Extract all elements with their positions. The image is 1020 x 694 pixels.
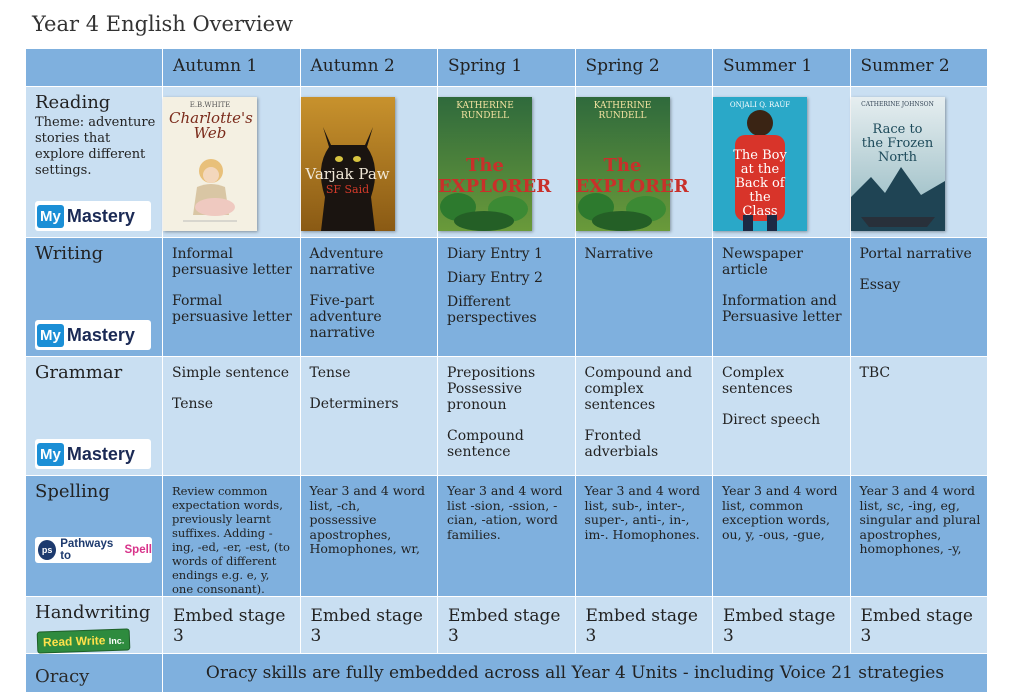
oracy-row	[26, 654, 988, 693]
black-cat-icon	[301, 97, 395, 231]
term-header: Summer 1	[713, 49, 851, 87]
spelling-cell: Year 3 and 4 word list, -ch, possessive apostrophes, Homophones, wr,	[300, 476, 438, 597]
term-header: Spring 2	[575, 49, 713, 87]
oracy-label-cell: Oracy	[26, 654, 163, 693]
header-row	[26, 49, 988, 87]
writing-cell: Adventure narrative Five-part adventure narrative	[300, 238, 438, 357]
book-cover-the-explorer: KATHERINE RUNDELL The EXPLORER	[576, 97, 670, 231]
row-title: Grammar	[35, 362, 123, 383]
oracy-text: Oracy skills are fully embedded across all Year 4 Units - including Voice 21 strategies	[163, 654, 988, 693]
handwriting-label-cell	[26, 597, 163, 654]
page-title: Year 4 English Overview	[32, 12, 293, 36]
grammar-cell: Compound and complex sentences Fronted adverbials	[575, 357, 713, 476]
book-cover-the-explorer: KATHERINE RUNDELL The EXPLORER	[438, 97, 532, 231]
mymastery-logo: My Mastery	[35, 439, 151, 469]
grammar-cell: TBC	[850, 357, 988, 476]
reading-label-cell	[26, 87, 163, 238]
writing-label-cell	[26, 238, 163, 357]
handwriting-cell: Embed stage 3	[850, 597, 988, 654]
spelling-label-cell	[26, 476, 163, 597]
book-cover-boy-at-back-of-class: ONJALI Q. RAÚF The Boy at the Back of the Class	[713, 97, 807, 231]
row-title: Writing	[35, 243, 104, 264]
writing-row	[26, 238, 988, 357]
spelling-cell: Review common expectation words, previously learnt suffixes. Adding -ing, -ed, -er, -est, (to words of different endings e.g. e, y, one consonant).	[163, 476, 301, 597]
spelling-row	[26, 476, 988, 597]
mymastery-logo: My Mastery	[35, 201, 151, 231]
book-cover-varjak-paw: Varjak Paw SF Said	[301, 97, 395, 231]
row-title: Spelling	[35, 481, 110, 502]
book-cell	[163, 87, 301, 238]
grammar-cell: Simple sentence Tense	[163, 357, 301, 476]
handwriting-cell: Embed stage 3	[438, 597, 576, 654]
mymastery-logo: My Mastery	[35, 320, 151, 350]
row-title: Handwriting	[35, 602, 151, 623]
row-title: Reading	[35, 92, 111, 113]
spelling-cell: Year 3 and 4 word list, sc, -ing, eg, singular and plural apostrophes, homophones, -y,	[850, 476, 988, 597]
writing-cell: Informal persuasive letter Formal persuasive letter	[163, 238, 301, 357]
reading-theme: Theme: adventure stories that explore different settings.	[35, 115, 156, 178]
handwriting-cell: Embed stage 3	[713, 597, 851, 654]
book-cover-charlottes-web: E.B.WHITE Charlotte's Web	[163, 97, 257, 231]
writing-cell: Narrative	[575, 238, 713, 357]
pathways-to-spell-logo: ps Pathways to Spell	[35, 537, 152, 563]
grammar-label-cell	[26, 357, 163, 476]
term-header: Autumn 1	[163, 49, 301, 87]
reading-row	[26, 87, 988, 238]
book-cell	[575, 87, 713, 238]
grammar-cell: Complex sentences Direct speech	[713, 357, 851, 476]
grammar-cell: Tense Determiners	[300, 357, 438, 476]
book-cell	[713, 87, 851, 238]
read-write-inc-logo: Read Write Inc.	[37, 628, 131, 653]
handwriting-cell: Embed stage 3	[575, 597, 713, 654]
grammar-cell: Prepositions Possessive pronoun Compound sentence	[438, 357, 576, 476]
iceberg-ship-icon	[851, 97, 945, 231]
book-cell	[850, 87, 988, 238]
writing-cell: Portal narrative Essay	[850, 238, 988, 357]
book-cover-race-to-frozen-north: CATHERINE JOHNSON Race to the Frozen North	[851, 97, 945, 231]
corner-cell	[26, 49, 163, 87]
spelling-cell: Year 3 and 4 word list, sub-, inter-, super-, anti-, in-, im-. Homophones.	[575, 476, 713, 597]
handwriting-cell: Embed stage 3	[300, 597, 438, 654]
grammar-row	[26, 357, 988, 476]
girl-and-pig-illustration-icon	[163, 97, 257, 231]
overview-table	[25, 48, 988, 693]
handwriting-row	[26, 597, 988, 654]
handwriting-cell: Embed stage 3	[163, 597, 301, 654]
spelling-cell: Year 3 and 4 word list, common exception words, ou, y, -ous, -gue,	[713, 476, 851, 597]
term-header: Autumn 2	[300, 49, 438, 87]
writing-cell: Diary Entry 1 Diary Entry 2 Different perspectives	[438, 238, 576, 357]
book-cell	[438, 87, 576, 238]
spelling-cell: Year 3 and 4 word list -sion, -ssion, -cian, -ation, word families.	[438, 476, 576, 597]
term-header: Spring 1	[438, 49, 576, 87]
writing-cell: Newspaper article Information and Persuasive letter	[713, 238, 851, 357]
book-cell	[300, 87, 438, 238]
term-header: Summer 2	[850, 49, 988, 87]
